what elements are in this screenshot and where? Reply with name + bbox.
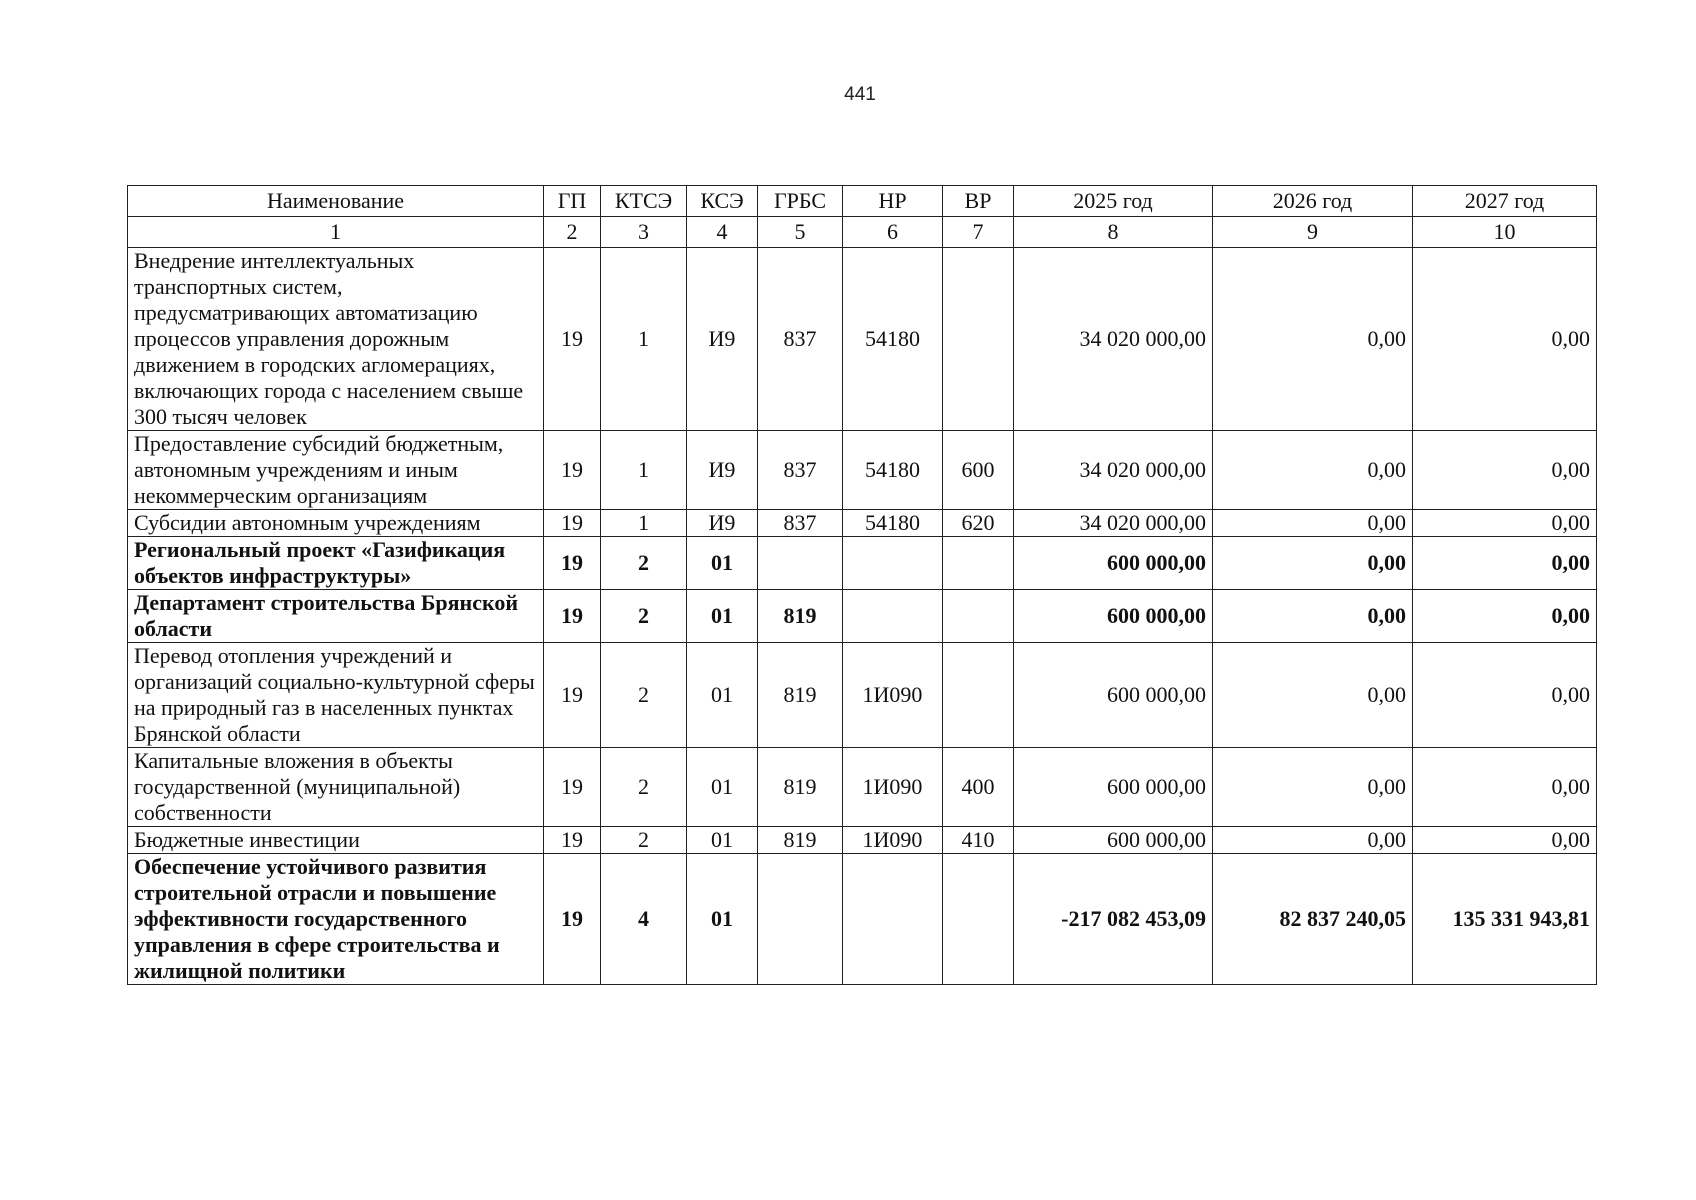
amount-2025-cell: 34 020 000,00 — [1014, 510, 1213, 537]
budget-table — [127, 185, 1597, 985]
header-cell: КСЭ — [687, 186, 758, 217]
ktse-cell: 2 — [601, 827, 687, 854]
amount-2027-cell: 0,00 — [1413, 248, 1597, 431]
amount-2025-cell: 600 000,00 — [1014, 537, 1213, 590]
amount-2025-cell: 34 020 000,00 — [1014, 248, 1213, 431]
header-cell: 2026 год — [1213, 186, 1413, 217]
column-number-row — [128, 217, 1597, 248]
name-cell: Внедрение интеллектуальных транспортных систем, предусматривающих автоматизацию процессов управления дорожным движением в городских агломерациях, включающих города с населением свыше 300 тысяч человек — [128, 248, 544, 431]
amount-2025-cell: -217 082 453,09 — [1014, 854, 1213, 985]
kse-cell: И9 — [687, 248, 758, 431]
kse-cell: И9 — [687, 510, 758, 537]
amount-2027-cell: 0,00 — [1413, 643, 1597, 748]
name-cell: Капитальные вложения в объекты государственной (муниципальной) собственности — [128, 748, 544, 827]
column-number-cell: 9 — [1213, 217, 1413, 248]
amount-2026-cell: 0,00 — [1213, 248, 1413, 431]
table-row — [128, 854, 1597, 985]
table-row — [128, 431, 1597, 510]
vr-cell — [943, 537, 1014, 590]
amount-2025-cell: 600 000,00 — [1014, 827, 1213, 854]
gp-cell: 19 — [544, 248, 601, 431]
column-number-cell: 5 — [758, 217, 843, 248]
header-cell: НР — [843, 186, 943, 217]
name-cell: Субсидии автономным учреждениям — [128, 510, 544, 537]
page-number: 441 — [844, 84, 876, 105]
table-row — [128, 510, 1597, 537]
grbs-cell: 819 — [758, 827, 843, 854]
amount-2025-cell: 34 020 000,00 — [1014, 431, 1213, 510]
amount-2026-cell: 0,00 — [1213, 827, 1413, 854]
ktse-cell: 4 — [601, 854, 687, 985]
amount-2027-cell: 0,00 — [1413, 748, 1597, 827]
header-cell: ГРБС — [758, 186, 843, 217]
kse-cell: 01 — [687, 854, 758, 985]
ktse-cell: 2 — [601, 748, 687, 827]
ktse-cell: 2 — [601, 537, 687, 590]
ktse-cell: 2 — [601, 643, 687, 748]
amount-2027-cell: 0,00 — [1413, 827, 1597, 854]
amount-2027-cell: 0,00 — [1413, 431, 1597, 510]
kse-cell: 01 — [687, 590, 758, 643]
ktse-cell: 1 — [601, 431, 687, 510]
gp-cell: 19 — [544, 431, 601, 510]
kse-cell: И9 — [687, 431, 758, 510]
gp-cell: 19 — [544, 590, 601, 643]
grbs-cell: 819 — [758, 643, 843, 748]
column-number-cell: 6 — [843, 217, 943, 248]
vr-cell — [943, 854, 1014, 985]
nr-cell: 54180 — [843, 510, 943, 537]
gp-cell: 19 — [544, 854, 601, 985]
amount-2026-cell: 0,00 — [1213, 510, 1413, 537]
gp-cell: 19 — [544, 537, 601, 590]
table-row — [128, 590, 1597, 643]
column-number-cell: 1 — [128, 217, 544, 248]
kse-cell: 01 — [687, 748, 758, 827]
name-cell: Предоставление субсидий бюджетным, автономным учреждениям и иным некоммерческим организациям — [128, 431, 544, 510]
column-number-cell: 8 — [1014, 217, 1213, 248]
table-row — [128, 748, 1597, 827]
ktse-cell: 2 — [601, 590, 687, 643]
gp-cell: 19 — [544, 510, 601, 537]
column-number-cell: 2 — [544, 217, 601, 248]
vr-cell: 410 — [943, 827, 1014, 854]
amount-2025-cell: 600 000,00 — [1014, 590, 1213, 643]
name-cell: Обеспечение устойчивого развития строительной отрасли и повышение эффективности государственного управления в сфере строительства и жилищной политики — [128, 854, 544, 985]
name-cell: Региональный проект «Газификация объектов инфраструктуры» — [128, 537, 544, 590]
gp-cell: 19 — [544, 643, 601, 748]
header-cell: ВР — [943, 186, 1014, 217]
column-number-cell: 3 — [601, 217, 687, 248]
amount-2026-cell: 82 837 240,05 — [1213, 854, 1413, 985]
nr-cell — [843, 537, 943, 590]
amount-2026-cell: 0,00 — [1213, 590, 1413, 643]
nr-cell: 1И090 — [843, 748, 943, 827]
grbs-cell: 837 — [758, 510, 843, 537]
kse-cell: 01 — [687, 537, 758, 590]
table-row — [128, 537, 1597, 590]
ktse-cell: 1 — [601, 510, 687, 537]
amount-2027-cell: 0,00 — [1413, 590, 1597, 643]
amount-2026-cell: 0,00 — [1213, 748, 1413, 827]
kse-cell: 01 — [687, 827, 758, 854]
column-number-cell: 7 — [943, 217, 1014, 248]
vr-cell — [943, 590, 1014, 643]
grbs-cell: 819 — [758, 748, 843, 827]
nr-cell: 54180 — [843, 248, 943, 431]
nr-cell — [843, 590, 943, 643]
name-cell: Перевод отопления учреждений и организаций социально-культурной сферы на природный газ в населенных пунктах Брянской области — [128, 643, 544, 748]
vr-cell — [943, 248, 1014, 431]
header-cell: Наименование — [128, 186, 544, 217]
name-cell: Бюджетные инвестиции — [128, 827, 544, 854]
kse-cell: 01 — [687, 643, 758, 748]
grbs-cell: 837 — [758, 431, 843, 510]
header-cell: КТСЭ — [601, 186, 687, 217]
nr-cell: 1И090 — [843, 827, 943, 854]
gp-cell: 19 — [544, 748, 601, 827]
grbs-cell — [758, 854, 843, 985]
column-number-cell: 4 — [687, 217, 758, 248]
table-body — [128, 186, 1597, 985]
amount-2025-cell: 600 000,00 — [1014, 748, 1213, 827]
amount-2027-cell: 0,00 — [1413, 510, 1597, 537]
name-cell: Департамент строительства Брянской области — [128, 590, 544, 643]
gp-cell: 19 — [544, 827, 601, 854]
vr-cell: 620 — [943, 510, 1014, 537]
amount-2025-cell: 600 000,00 — [1014, 643, 1213, 748]
header-cell: ГП — [544, 186, 601, 217]
nr-cell — [843, 854, 943, 985]
table-row — [128, 643, 1597, 748]
vr-cell: 400 — [943, 748, 1014, 827]
grbs-cell — [758, 537, 843, 590]
nr-cell: 54180 — [843, 431, 943, 510]
amount-2026-cell: 0,00 — [1213, 643, 1413, 748]
table-row — [128, 248, 1597, 431]
vr-cell — [943, 643, 1014, 748]
nr-cell: 1И090 — [843, 643, 943, 748]
amount-2026-cell: 0,00 — [1213, 537, 1413, 590]
column-number-cell: 10 — [1413, 217, 1597, 248]
vr-cell: 600 — [943, 431, 1014, 510]
header-cell: 2025 год — [1014, 186, 1213, 217]
header-row — [128, 186, 1597, 217]
table-row — [128, 827, 1597, 854]
grbs-cell: 837 — [758, 248, 843, 431]
amount-2027-cell: 135 331 943,81 — [1413, 854, 1597, 985]
header-cell: 2027 год — [1413, 186, 1597, 217]
amount-2027-cell: 0,00 — [1413, 537, 1597, 590]
grbs-cell: 819 — [758, 590, 843, 643]
amount-2026-cell: 0,00 — [1213, 431, 1413, 510]
ktse-cell: 1 — [601, 248, 687, 431]
